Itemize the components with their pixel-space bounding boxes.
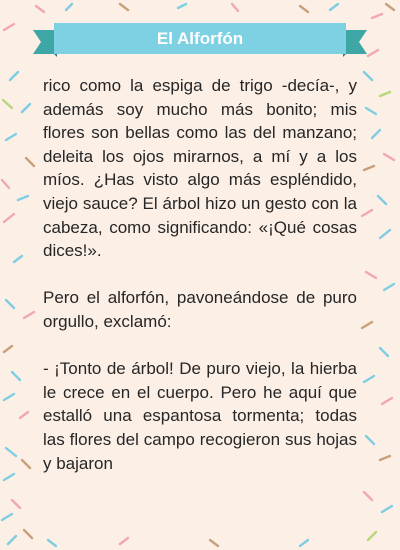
title-banner <box>33 23 367 57</box>
page-title: El Alforfón <box>156 29 244 48</box>
paragraph: Pero el alforfón, pavoneándose de puro orgullo, exclamó: <box>43 288 357 331</box>
paragraph: rico como la espiga de trigo -decía-, y además soy mucho más bonito; mis flores son bellas como las del manzano; deleita los ojos mirarnos, a mí y a los míos. ¿Has visto algo más espléndido, viejo sauce? El árbol hizo un gesto con la cabeza, como significando: «¡Qué cosas dices!». <box>43 76 357 261</box>
story-text <box>43 74 357 475</box>
paragraph: - ¡Tonto de árbol! De puro viejo, la hierba le crece en el cuerpo. Pero he aquí que estalló una espantosa tormenta; todas las flores del campo recogieron sus hojas y bajaron <box>43 359 357 473</box>
